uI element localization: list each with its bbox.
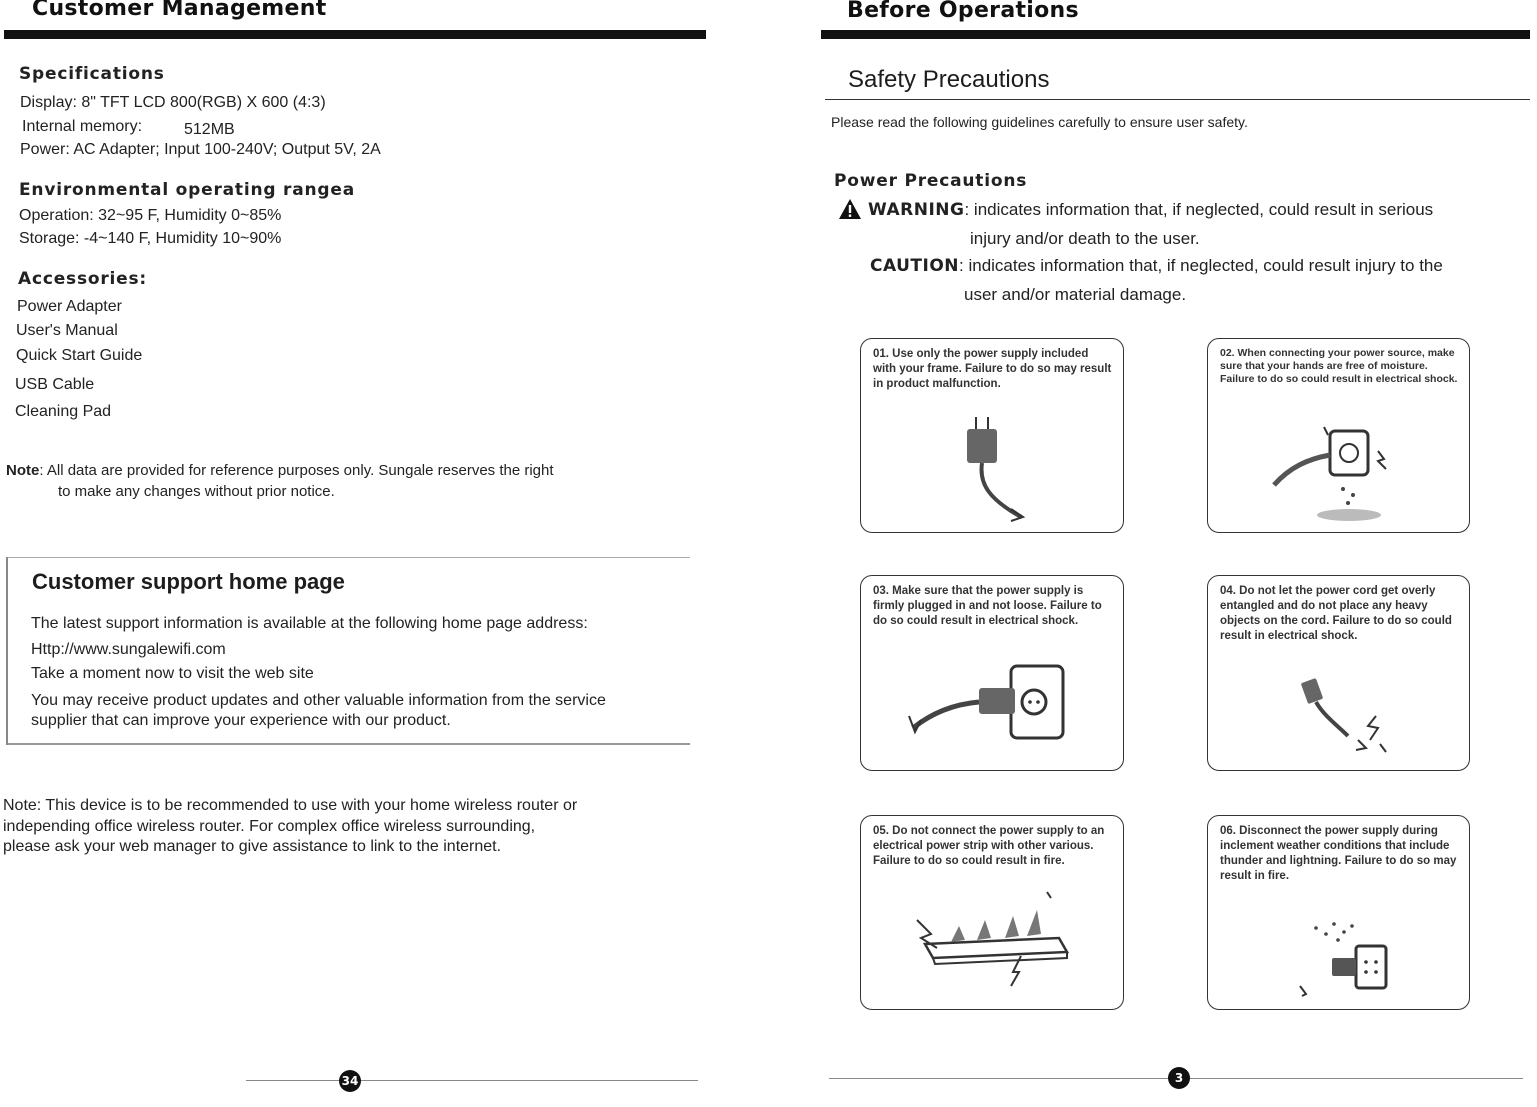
precaution-card-01 [860,338,1124,533]
note-reference [6,462,554,479]
warning-line1: : indicates information that, if neglected, could result in serious [964,200,1434,219]
right-page-number: 3 [1168,1067,1190,1089]
note-line1: : All data are provided for reference purposes only. Sungale reserves the right [39,462,554,479]
right-header-rule [821,30,1530,39]
card-05-text: 05. Do not connect the power supply to an electrical power strip with other various. Failure to do so could result in fire. [873,825,1105,867]
support-url[interactable]: Http://www.sungalewifi.com [31,641,226,658]
left-page-title: Customer Management [32,0,327,21]
env-storage: Storage: -4~140 F, Humidity 10~90% [19,230,282,247]
precaution-card-06 [1207,815,1470,1010]
caution-line1-row [870,256,1443,276]
support-box-bottom [8,743,690,745]
accessory-item: Power Adapter [17,298,122,315]
card-06-text: 06. Disconnect the power supply during inclement weather conditions that include thunder and lightning. Failure to do so may result in fire. [1220,825,1457,882]
safety-title-underline [825,99,1530,100]
accessory-item: USB Cable [15,376,95,393]
spec-memory-label: Internal memory: [22,118,143,135]
warning-line1-row [868,200,1433,220]
support-line1: The latest support information is available at the following home page address: [31,615,588,632]
accessory-item: Cleaning Pad [15,403,112,420]
caution-line2: user and/or material damage. [964,285,1187,304]
support-line3: You may receive product updates and other valuable information from the service [31,692,606,709]
precaution-card-04 [1207,575,1470,771]
accessory-item: User's Manual [16,322,118,339]
note-line2: to make any changes without prior notice. [58,483,335,500]
note2-line3: please ask your web manager to give assistance to link to the internet. [3,838,502,855]
environment-heading: Environmental operating rangea [19,180,355,200]
left-page-number: 34 [339,1070,361,1092]
specifications-heading: Specifications [19,64,165,84]
right-page-title: Before Operations [847,0,1079,23]
accessories-heading: Accessories: [18,269,148,289]
note2-line1: Note: This device is to be recommended to use with your home wireless router or [3,797,578,814]
warning-line2: injury and/or death to the user. [970,229,1200,248]
note2-line2: independing office wireless router. For complex office wireless surrounding, [3,818,536,835]
note-label: Note [6,462,40,479]
env-operation: Operation: 32~95 F, Humidity 0~85% [19,207,282,224]
spec-display: Display: 8" TFT LCD 800(RGB) X 600 (4:3) [20,94,326,111]
support-line2: Take a moment now to visit the web site [31,665,314,682]
support-line4: supplier that can improve your experience with our product. [31,712,451,729]
left-header-rule [4,30,706,39]
safety-title: Safety Precautions [848,66,1050,93]
support-box-top [8,557,690,558]
safety-intro: Please read the following guidelines carefully to ensure user safety. [831,114,1248,130]
warning-icon [838,198,862,222]
precaution-card-02 [1207,338,1470,533]
caution-line1: : indicates information that, if neglected, could result injury to the [959,256,1443,275]
spec-memory-value: 512MB [184,121,235,138]
card-02-text: 02. When connecting your power source, make sure that your hands are free of moisture. Failure to do so could result in electrical shock. [1220,347,1458,385]
caution-label: CAUTION [870,256,960,276]
card-01-text: 01. Use only the power supply included with your frame. Failure to do so may result in product malfunction. [873,348,1112,390]
accessory-item: Quick Start Guide [16,347,143,364]
warning-label: WARNING [868,200,965,220]
card-04-text: 04. Do not let the power cord get overly entangled and do not place any heavy objects on the cord. Failure to do so could result in electrical shock. [1220,585,1452,642]
card-03-text: 03. Make sure that the power supply is firmly plugged in and not loose. Failure to do so could result in electrical shock. [873,585,1102,627]
precaution-card-03 [860,575,1124,771]
spec-power: Power: AC Adapter; Input 100-240V; Output 5V, 2A [20,141,381,158]
power-precautions-heading: Power Precautions [834,171,1028,191]
support-title: Customer support home page [32,569,345,594]
left-footer-line [246,1080,698,1081]
precaution-card-05 [860,815,1124,1010]
